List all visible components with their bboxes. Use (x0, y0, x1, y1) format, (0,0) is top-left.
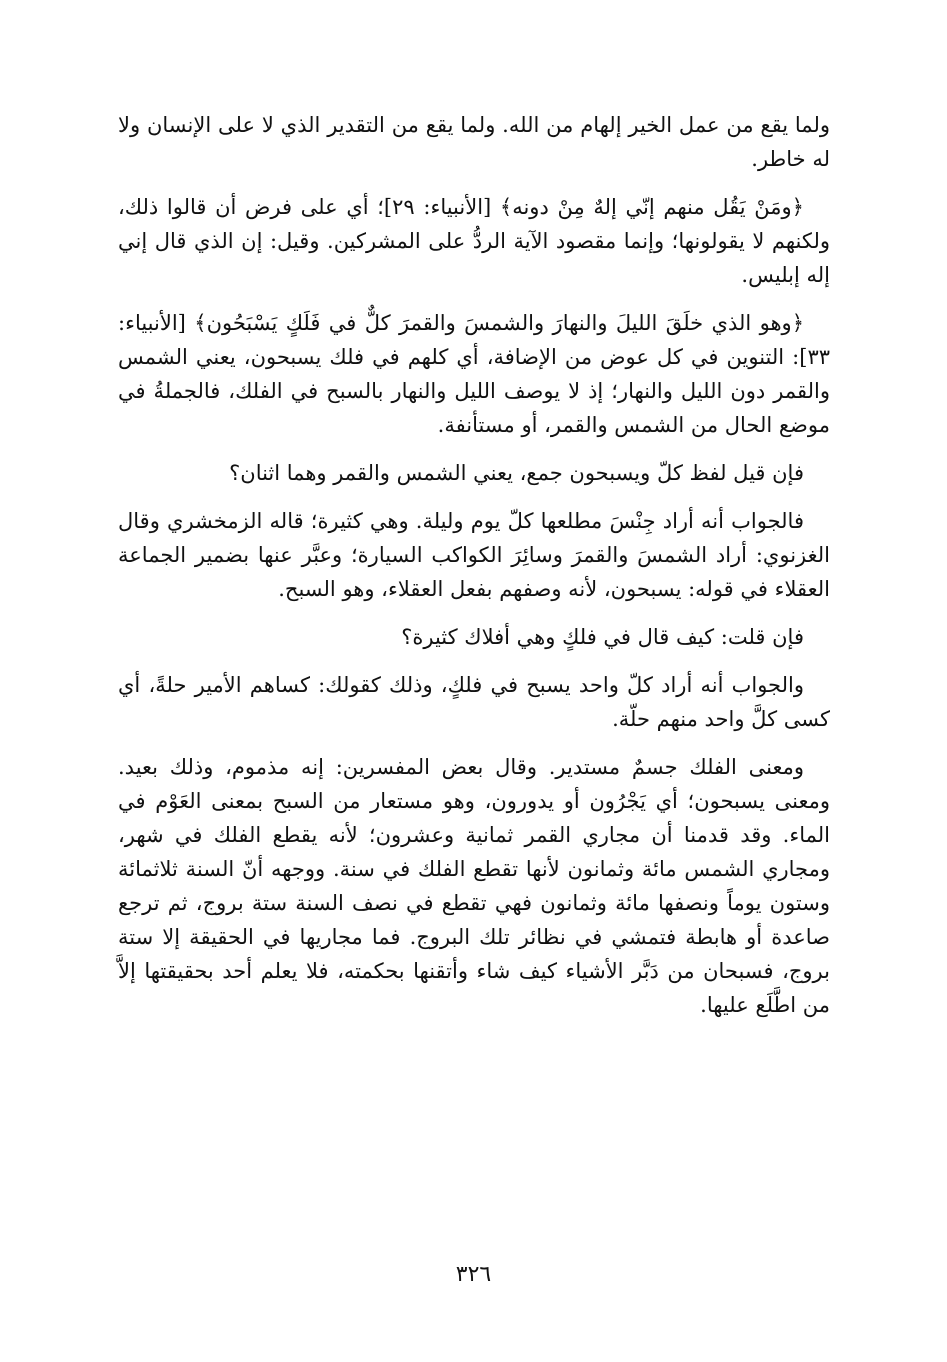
page-body-text (118, 108, 830, 1036)
paragraph-1: ولما يقع من عمل الخير إلهام من الله. ولما يقع من التقدير الذي لا على الإنسان ولا له خاطر. (118, 113, 830, 171)
paragraph-5: فالجواب أنه أراد جِنْسَ مطلعها كلّ يوم وليلة. وهي كثيرة؛ قاله الزمخشري وقال الغزنوي: أراد الشمسَ والقمرَ وسائِرَ الكواكب السيارة؛ وعبَّر عنها بضمير الجماعة العقلاء في قوله: يسبحون، لأنه وصفهم بفعل العقلاء، وهو السبح. (118, 509, 830, 601)
paragraph-2: ﴿ومَنْ يَقُل منهم إنّي إلهٌ مِنْ دونه﴾ [الأنبياء: ٢٩]؛ أي على فرض أن قالوا ذلك، ولكنهم لا يقولونها؛ وإنما مقصود الآية الردُّ على المشركين. وقيل: إن الذي قال إني إله إبليس. (118, 195, 830, 287)
paragraph-8: ومعنى الفلك جسمٌ مستدير. وقال بعض المفسرين: إنه مذموم، وذلك بعيد. ومعنى يسبحون؛ أي يَجْرُون أو يدورون، وهو مستعار من السبح بمعنى العَوْم في الماء. وقد قدمنا أن مجاري القمر ثمانية وعشرون؛ لأنه يقطع الفلك في شهر، ومجاري الشمس مائة وثمانون لأنها تقطع الفلك في سنة. ووجهه أنّ السنة ثلاثمائة وستون يوماً ونصفها مائة وثمانون فهي تقطع في نصف السنة ستة بروج، ثم ترجع صاعدة أو هابطة فتمشي في نظائر تلك البروج. فما مجاريها في الحقيقة إلا ستة بروج، فسبحان من دَبَّر الأشياء كيف شاء وأتقنها بحكمته، فلا يعلم أحد بحقيقتها إلاَّ من اطَّلَع عليها. (118, 755, 830, 1017)
paragraph-6: فإن قلت: كيف قال في فلكٍ وهي أفلاك كثيرة؟ (401, 625, 804, 649)
paragraph-3: ﴿وهو الذي خلَقَ الليلَ والنهارَ والشمسَ والقمرَ كلٌّ في فَلَكٍ يَسْبَحُون﴾ [الأنبياء: ٣٣]: التنوين في كل عوض من الإضافة، أي كلهم في فلك يسبحون، يعني الشمس والقمر دون الليل والنهار؛ إذ لا يوصف الليل والنهار بالسبح في الفلك، فالجملةُ في موضع الحال من الشمس والقمر، أو مستأنفة. (118, 311, 830, 437)
paragraph-4: فإن قيل لفظ كلّ ويسبحون جمع، يعني الشمس والقمر وهما اثنان؟ (229, 461, 804, 485)
paragraph-7: والجواب أنه أراد كلّ واحد يسبح في فلكٍ، وذلك كقولك: كساهم الأمير حلةً، أي كسى كلَّ واحد منهم حلّة. (118, 673, 830, 731)
page-number: ٣٢٦ (455, 1262, 492, 1287)
